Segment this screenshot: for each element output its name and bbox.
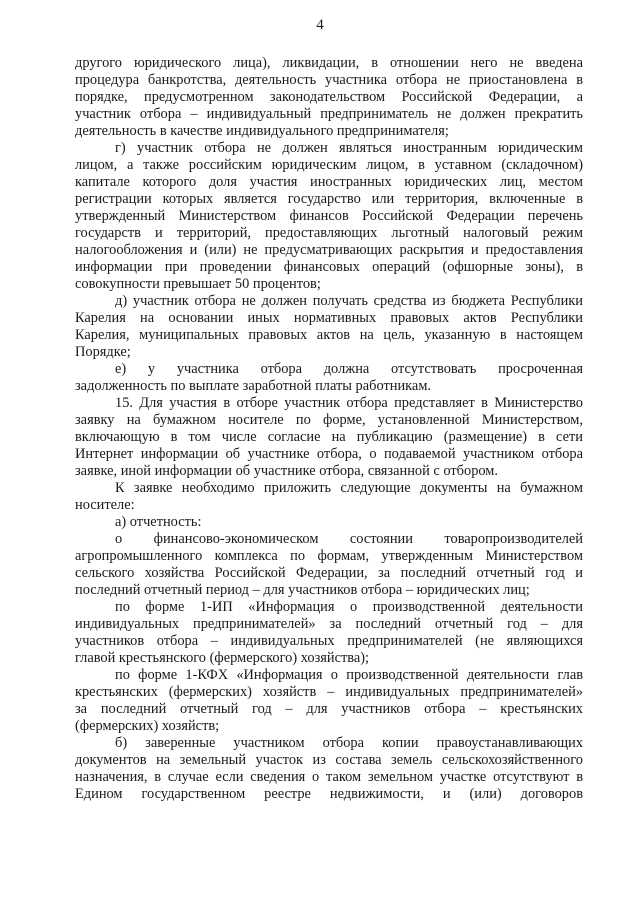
text-line: Едином государственном реестре недвижимости, и (или) договоров bbox=[75, 786, 583, 802]
text-line: участников отбора – индивидуальных предпринимателей (не являющихся bbox=[75, 633, 583, 649]
text-line: назначения, в случае если сведения о таком земельном участке отсутствуют в bbox=[75, 769, 583, 785]
text-line: заявку на бумажном носителе по форме, установленной Министерством, bbox=[75, 412, 583, 428]
text-line: информации при проведении финансовых операций (офшорные зоны), в bbox=[75, 259, 583, 275]
text-line: К заявке необходимо приложить следующие документы на бумажном bbox=[115, 480, 583, 496]
text-line: другого юридического лица), ликвидации, в отношении него не введена bbox=[75, 55, 583, 71]
text-line: по форме 1-КФХ «Информация о производственной деятельности глав bbox=[115, 667, 583, 683]
text-line: Порядке; bbox=[75, 344, 131, 360]
text-line: включающую в том числе согласие на публикацию (размещение) в сети bbox=[75, 429, 583, 445]
text-line: главой крестьянского (фермерского) хозяйства); bbox=[75, 650, 370, 666]
text-line: носителе: bbox=[75, 497, 135, 513]
text-line: по форме 1-ИП «Информация о производственной деятельности bbox=[115, 599, 583, 615]
text-line: е) у участника отбора должна отсутствовать просроченная bbox=[115, 361, 583, 377]
text-line: капитале которого доля участия иностранных юридических лиц, местом bbox=[75, 174, 583, 190]
text-line: лицом, а также российским юридическим лицом, в уставном (складочном) bbox=[75, 157, 583, 173]
text-line: заявке, иной информации об участнике отбора, связанной с отбором. bbox=[75, 463, 499, 479]
text-line: процедура банкротства, деятельность участника отбора не приостановлена в bbox=[75, 72, 583, 88]
text-line: (фермерских) хозяйств; bbox=[75, 718, 220, 734]
text-line: налогообложения и (или) не предусматривающих раскрытия и предоставления bbox=[75, 242, 583, 258]
text-line: документов на земельный участок из состава земель сельскохозяйственного bbox=[75, 752, 583, 768]
text-line: 15. Для участия в отборе участник отбора представляет в Министерство bbox=[115, 395, 583, 411]
text-line: деятельность в качестве индивидуального предпринимателя; bbox=[75, 123, 449, 139]
text-line: совокупности превышает 50 процентов; bbox=[75, 276, 321, 292]
text-line: утвержденный Министерством финансов Российской Федерации перечень bbox=[75, 208, 583, 224]
text-line: д) участник отбора не должен получать средства из бюджета Республики bbox=[115, 293, 583, 309]
text-line: последний отчетный период – для участников отбора – юридических лиц; bbox=[75, 582, 530, 598]
text-line: крестьянских (фермерских) хозяйств – индивидуальных предпринимателей» bbox=[75, 684, 583, 700]
text-line: г) участник отбора не должен являться иностранным юридическим bbox=[115, 140, 583, 156]
text-line: регистрации которых является государство или территория, включенные в bbox=[75, 191, 583, 207]
text-line: участник отбора – индивидуальный предприниматель не должен прекратить bbox=[75, 106, 583, 122]
text-line: Карелия на основании иных нормативных правовых актов Республики bbox=[75, 310, 583, 326]
text-line: агропромышленного комплекса по формам, утвержденным Министерством bbox=[75, 548, 583, 564]
text-line: о финансово-экономическом состоянии товаропроизводителей bbox=[115, 531, 583, 547]
text-line: Карелия, муниципальных правовых актов на цель, указанную в настоящем bbox=[75, 327, 583, 343]
page-number: 4 bbox=[316, 17, 324, 33]
text-line: индивидуальных предпринимателей» за последний отчетный год – для bbox=[75, 616, 583, 632]
text-line: б) заверенные участником отбора копии правоустанавливающих bbox=[115, 735, 583, 751]
document-body bbox=[75, 55, 583, 803]
text-line: Интернет информации об участнике отбора, о подаваемой участником отбора bbox=[75, 446, 583, 462]
text-line: сельского хозяйства Российской Федерации, за последний отчетный год и bbox=[75, 565, 583, 581]
text-line: государств и территорий, предоставляющих льготный налоговый режим bbox=[75, 225, 583, 241]
text-line: задолженность по выплате заработной платы работникам. bbox=[75, 378, 432, 394]
text-line: за последний отчетный год – для участников отбора – крестьянских bbox=[75, 701, 583, 717]
text-line: а) отчетность: bbox=[115, 514, 202, 530]
text-line: порядке, предусмотренном законодательством Российской Федерации, а bbox=[75, 89, 583, 105]
